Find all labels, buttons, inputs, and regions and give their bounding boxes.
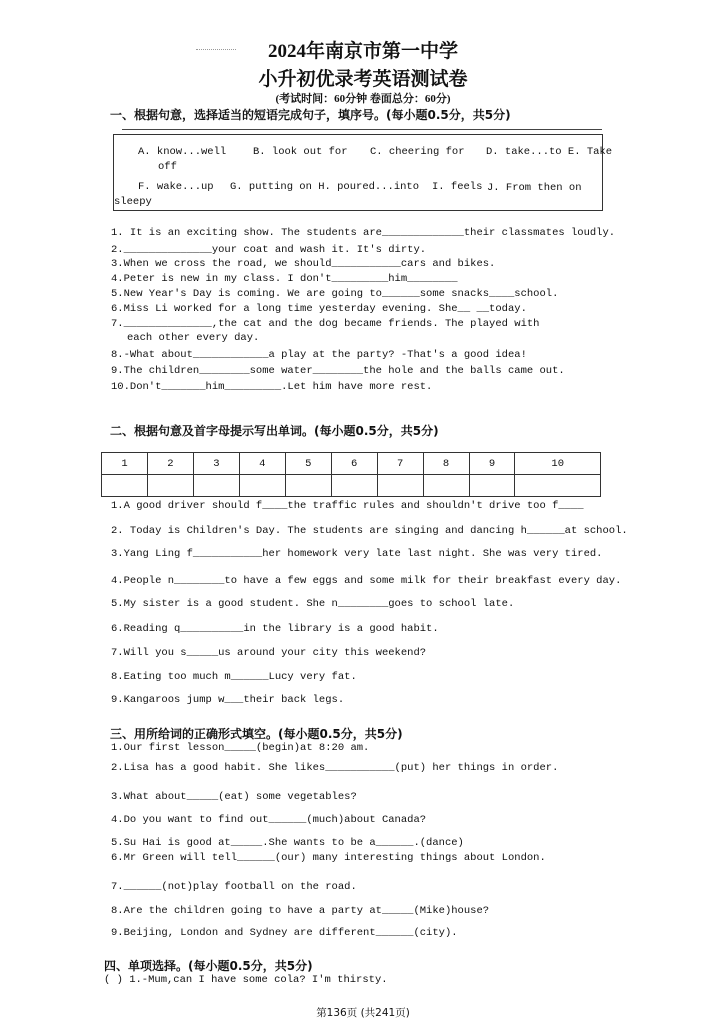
option-f: F. wake...up [138,181,214,193]
grid-number: 8 [423,453,469,475]
s2-question: 2. Today is Children's Day. The students are singing and dancing h______at school. [111,525,628,537]
s3-question: 1.Our first lesson_____(begin)at 8:20 am. [111,742,370,754]
answer-cell[interactable] [147,475,193,497]
section2-heading: 二、根据句意及首字母提示写出单词。(每小题0.5分，共5分) [110,424,439,438]
s1-question: 7.______________,the cat and the dog became friends. The played with [111,318,540,330]
grid-number: 4 [239,453,285,475]
grid-number: 9 [469,453,515,475]
s4-question: ( ) 1.-Mum,can I have some cola? I'm thirsty. [104,974,388,986]
answer-grid [101,452,601,497]
s2-question: 3.Yang Ling f___________her homework very late last night. She was very tired. [111,548,603,560]
s3-question: 8.Are the children going to have a party at_____(Mike)house? [111,905,490,917]
s3-question: 3.What about_____(eat) some vegetables? [111,791,357,803]
answer-cell[interactable] [515,475,601,497]
answer-cell[interactable] [285,475,331,497]
answer-cell[interactable] [102,475,148,497]
grid-number: 6 [331,453,377,475]
s1-question-cont: each other every day. [127,332,260,344]
page-subtitle: 小升初优录考英语测试卷 [258,69,468,90]
s3-question: 6.Mr Green will tell______(our) many interesting things about London. [111,852,546,864]
section4-heading: 四、单项选择。(每小题0.5分，共5分) [104,959,313,973]
s2-question: 6.Reading q__________in the library is a good habit. [111,623,439,635]
section1-heading: 一、根据句意，选择适当的短语完成句子，填序号。(每小题0.5分，共5分) [110,108,511,122]
option-a: A. know...well [138,146,227,158]
grid-number: 10 [515,453,601,475]
s1-question: 4.Peter is new in my class. I don't_________him________ [111,273,458,285]
answer-cell[interactable] [193,475,239,497]
option-c: C. cheering for [370,146,465,158]
s3-question: 7.______(not)play football on the road. [111,881,357,893]
grid-number: 7 [377,453,423,475]
option-j: J. From then on [487,182,582,194]
option-d-e: D. take...to E. Take [486,146,613,158]
grid-number: 5 [285,453,331,475]
s2-question: 4.People n________to have a few eggs and some milk for their breakfast every day. [111,575,622,587]
answer-cell[interactable] [239,475,285,497]
s1-question: 5.New Year's Day is coming. We are going to______some snacks____school. [111,288,559,300]
page-number: 第136页 (共241页) [316,1007,410,1019]
s1-question: 3.When we cross the road, we should___________cars and bikes. [111,258,496,270]
option-g-h: G. putting on H. poured...into [230,181,420,193]
option-i-wrap: sleepy [114,196,152,208]
section3-heading: 三、用所给词的正确形式填空。(每小题0.5分，共5分) [110,727,403,741]
s2-question: 8.Eating too much m______Lucy very fat. [111,671,357,683]
option-e-wrap: off [158,161,177,173]
s1-question: 9.The children________some water________the hole and the balls came out. [111,365,565,377]
grid-number: 3 [193,453,239,475]
s2-question: 9.Kangaroos jump w___their back legs. [111,694,345,706]
s1-question: 2.______________your coat and wash it. It's dirty. [111,244,427,256]
s1-question: 10.Don't_______him_________.Let him have more rest. [111,381,433,393]
s3-question: 9.Beijing, London and Sydney are different______(city). [111,927,458,939]
s3-question: 5.Su Hai is good at_____.She wants to be a______.(dance) [111,837,464,849]
grid-number: 1 [102,453,148,475]
option-b: B. look out for [253,146,348,158]
s2-question: 5.My sister is a good student. She n________goes to school late. [111,598,515,610]
s3-question: 4.Do you want to find out______(much)about Canada? [111,814,427,826]
s2-question: 7.Will you s_____us around your city this weekend? [111,647,427,659]
answer-cell[interactable] [331,475,377,497]
s1-question: 8.-What about____________a play at the party? -That's a good idea! [111,349,527,361]
s3-question: 2.Lisa has a good habit. She likes___________(put) her things in order. [111,762,559,774]
s1-question: 1. It is an exciting show. The students are_____________their classmates loudly. [111,227,616,239]
page-title: 2024年南京市第一中学 [267,41,458,62]
s2-question: 1.A good driver should f____the traffic rules and shouldn't drive too f____ [111,500,584,512]
divider [122,129,602,130]
answer-cell[interactable] [423,475,469,497]
answer-cell[interactable] [377,475,423,497]
s1-question: 6.Miss Li worked for a long time yesterday evening. She__ __today. [111,303,527,315]
option-i: I. feels [432,181,483,193]
grid-number: 2 [147,453,193,475]
exam-info: (考试时间：60分钟 卷面总分：60分) [275,93,451,105]
answer-cell[interactable] [469,475,515,497]
